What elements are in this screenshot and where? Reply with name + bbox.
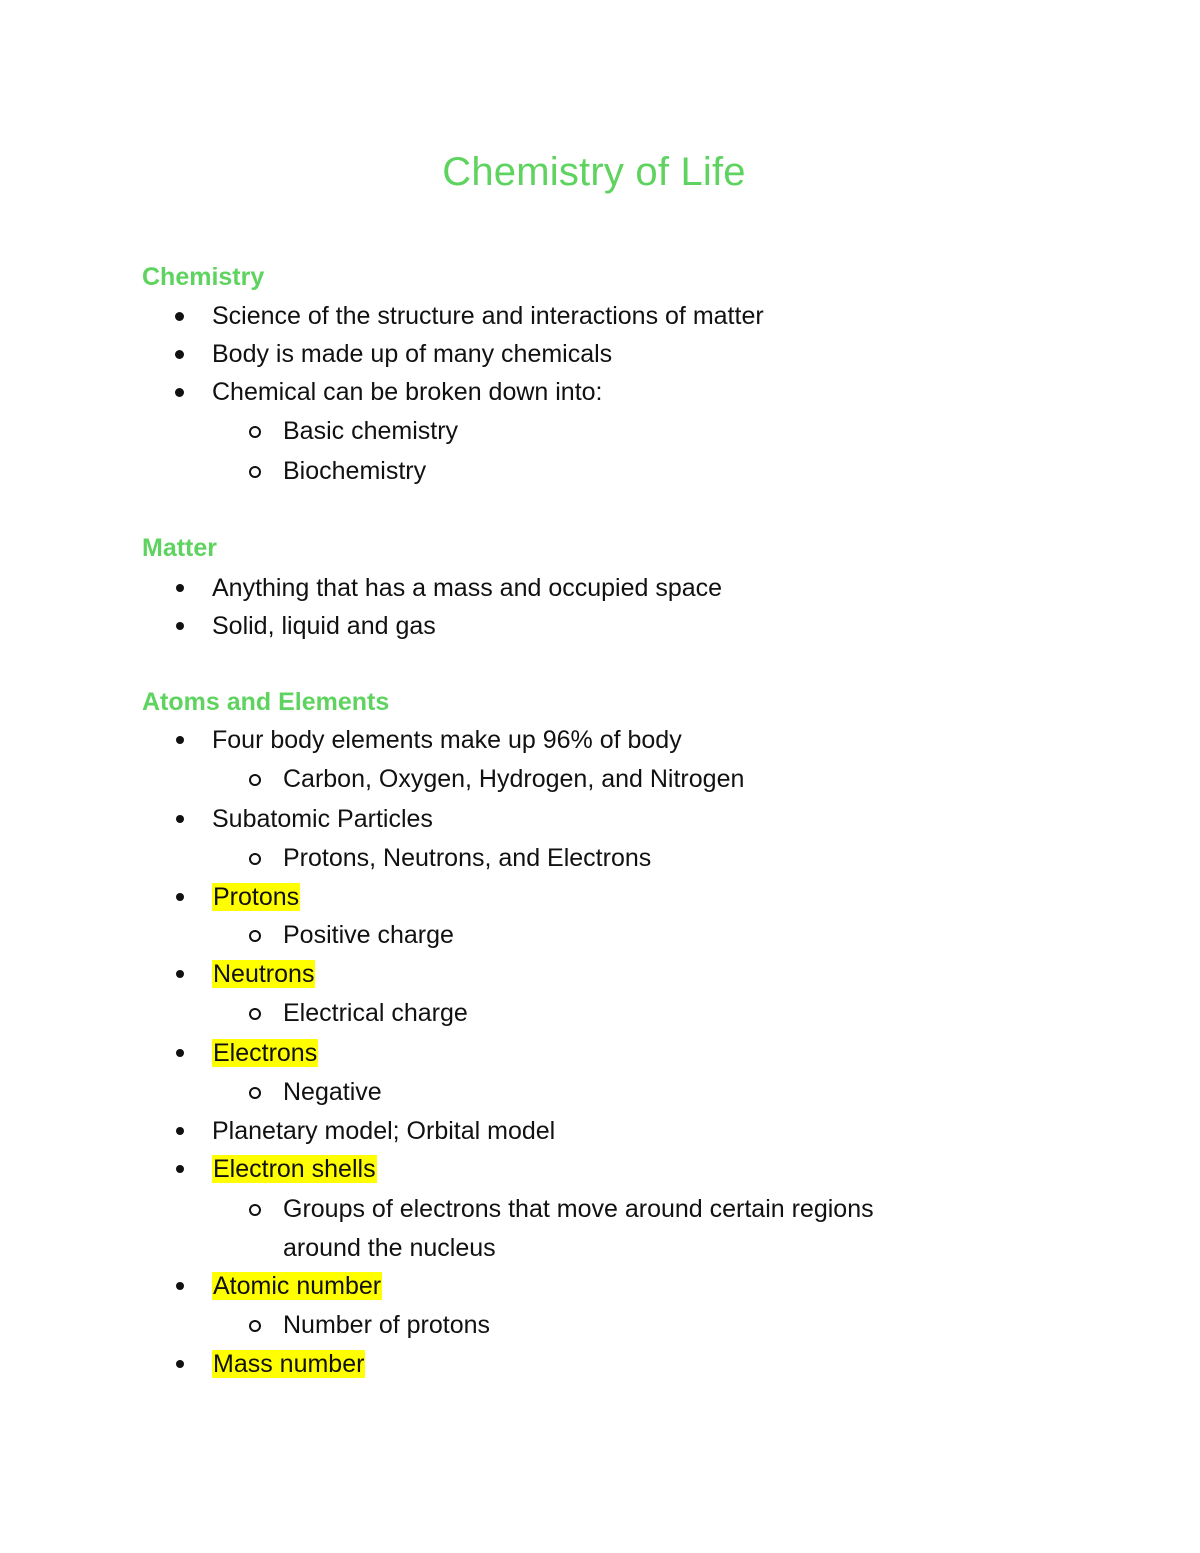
hollow-bullet-icon <box>249 930 261 942</box>
list-item <box>212 610 436 642</box>
list-item-text: Science of the structure and interactions of matter <box>212 302 764 330</box>
bullet-icon <box>175 350 184 359</box>
list-item-text: Solid, liquid and gas <box>212 612 436 640</box>
list-item <box>212 376 603 408</box>
bullet-icon <box>176 1165 184 1173</box>
sub-list-item-text: Biochemistry <box>283 457 427 485</box>
bullet-icon <box>176 584 184 592</box>
highlighted-term: Neutrons <box>213 960 315 988</box>
list-item-text: Planetary model; Orbital model <box>212 1117 556 1145</box>
sub-list-item <box>283 919 454 951</box>
list-item <box>212 881 300 913</box>
list-item-text: Anything that has a mass and occupied space <box>212 574 723 602</box>
sub-list-item-text: around the nucleus <box>283 1234 496 1262</box>
section-heading-chemistry: Chemistry <box>142 263 265 291</box>
highlighted-term: Atomic number <box>213 1272 382 1300</box>
hollow-bullet-icon <box>249 1008 261 1020</box>
bullet-icon <box>176 1282 184 1290</box>
sub-list-item <box>283 1309 490 1341</box>
section-heading-atoms-and-elements: Atoms and Elements <box>142 688 390 716</box>
bullet-icon <box>176 1049 184 1057</box>
bullet-icon <box>176 815 184 823</box>
list-item-text: Subatomic Particles <box>212 805 433 833</box>
list-item <box>212 1115 555 1147</box>
sub-list-item-text: Electrical charge <box>283 999 468 1027</box>
list-item <box>212 1037 318 1069</box>
sub-list-item <box>283 997 468 1029</box>
sub-list-item-text: Negative <box>283 1078 382 1106</box>
hollow-bullet-icon <box>249 853 261 865</box>
sub-list-item <box>283 455 426 487</box>
highlighted-term: Electron shells <box>213 1155 376 1183</box>
highlighted-term: Electrons <box>213 1039 318 1067</box>
sub-list-item-text: Groups of electrons that move around certain regions <box>283 1195 874 1223</box>
highlighted-term: Mass number <box>213 1350 365 1378</box>
list-item <box>212 1348 365 1380</box>
bullet-icon <box>176 970 184 978</box>
bullet-icon <box>176 1127 184 1135</box>
list-item-text: Body is made up of many chemicals <box>212 340 613 368</box>
sub-list-item-continuation <box>283 1232 496 1264</box>
bullet-icon <box>175 388 184 397</box>
sub-list-item <box>283 415 458 447</box>
bullet-icon <box>176 1360 184 1368</box>
hollow-bullet-icon <box>249 774 261 786</box>
list-item <box>212 958 315 990</box>
highlighted-term: Protons <box>213 883 300 911</box>
list-item <box>212 338 612 370</box>
hollow-bullet-icon <box>249 426 261 438</box>
bullet-icon <box>175 312 184 321</box>
list-item-text: Chemical can be broken down into: <box>212 378 603 406</box>
list-item <box>212 300 764 332</box>
sub-list-item <box>283 1076 382 1108</box>
hollow-bullet-icon <box>249 1204 261 1216</box>
section-heading-matter: Matter <box>142 534 218 562</box>
sub-list-item <box>283 842 651 874</box>
list-item <box>212 1270 382 1302</box>
list-item <box>212 724 682 756</box>
list-item <box>212 1153 377 1185</box>
hollow-bullet-icon <box>249 466 261 478</box>
sub-list-item-text: Basic chemistry <box>283 417 459 445</box>
hollow-bullet-icon <box>249 1087 261 1099</box>
sub-list-item-text: Protons, Neutrons, and Electrons <box>283 844 652 872</box>
document-title: Chemistry of Life <box>442 150 746 194</box>
list-item <box>212 572 722 604</box>
hollow-bullet-icon <box>249 1320 261 1332</box>
sub-list-item-text: Positive charge <box>283 921 454 949</box>
sub-list-item <box>283 763 744 795</box>
sub-list-item-text: Carbon, Oxygen, Hydrogen, and Nitrogen <box>283 765 745 793</box>
sub-list-item-text: Number of protons <box>283 1311 491 1339</box>
bullet-icon <box>176 893 184 901</box>
sub-list-item <box>283 1193 874 1225</box>
bullet-icon <box>176 736 184 744</box>
bullet-icon <box>176 622 184 630</box>
list-item <box>212 803 433 835</box>
list-item-text: Four body elements make up 96% of body <box>212 726 682 754</box>
